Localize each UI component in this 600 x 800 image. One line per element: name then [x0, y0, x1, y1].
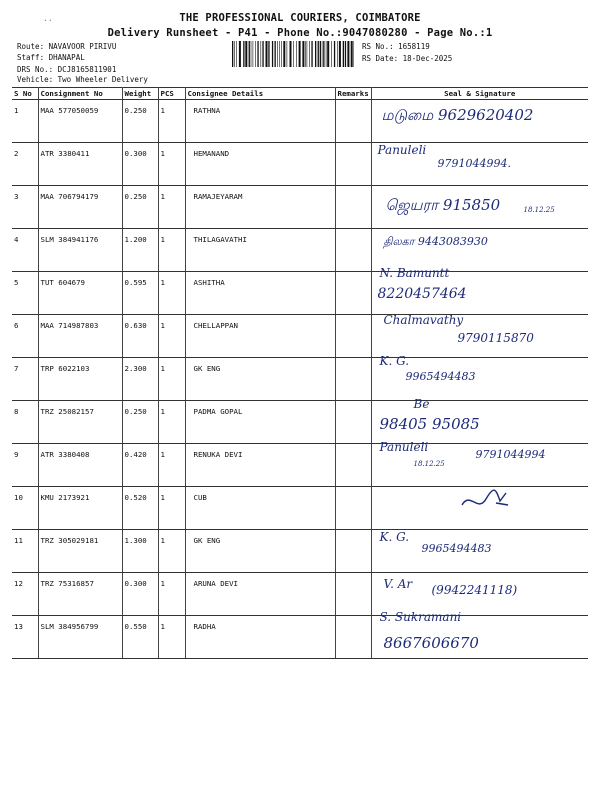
table-row	[12, 530, 588, 573]
signature-cell	[371, 315, 588, 358]
row-sno: 7	[12, 358, 38, 401]
pcs-value: 1	[158, 530, 185, 573]
signature-date: 18.12.25	[413, 460, 445, 468]
pcs-value: 1	[158, 487, 185, 530]
pcs-value: 1	[158, 358, 185, 401]
remarks-cell	[335, 616, 371, 659]
consignee-name: RATHNA	[185, 100, 335, 143]
consignment-number: SLM 384956799	[38, 616, 122, 659]
signature-phone: (9942241118)	[431, 583, 518, 597]
signature-name: S. Sukramani	[379, 610, 462, 624]
row-sno: 1	[12, 100, 38, 143]
weight-value: 0.250	[122, 401, 158, 444]
company-title: THE PROFESSIONAL COURIERS, COIMBATORE	[179, 12, 421, 24]
consignee-name: THILAGAVATHI	[185, 229, 335, 272]
pcs-value: 1	[158, 444, 185, 487]
consignee-name: ARUNA DEVI	[185, 573, 335, 616]
staff-label: Staff: DHANAPAL	[17, 53, 85, 62]
signature-cell	[371, 354, 588, 401]
weight-value: 1.200	[122, 229, 158, 272]
consignment-number: TRP 6022103	[38, 358, 122, 401]
consignee-name: GK ENG	[185, 530, 335, 573]
signature-name: Panuleli	[377, 143, 427, 157]
row-sno: 4	[12, 229, 38, 272]
consignee-name: RADHA	[185, 616, 335, 659]
weight-value: 0.420	[122, 444, 158, 487]
weight-value: 0.630	[122, 315, 158, 358]
signature-name: N. Bamuntt	[379, 266, 450, 280]
pcs-value: 1	[158, 186, 185, 229]
consignee-name: ASHITHA	[185, 272, 335, 315]
signature-name: K. G.	[379, 354, 410, 368]
signature-phone: 9791044994	[475, 448, 546, 461]
vehicle-label: Vehicle: Two Wheeler Delivery	[17, 75, 148, 84]
row-sno: 2	[12, 143, 38, 186]
signature-name: Be	[413, 397, 430, 411]
signature-phone: 9965494483	[421, 542, 492, 555]
remarks-cell	[335, 573, 371, 616]
signature-cell	[371, 440, 588, 487]
consignment-number: ATR 3380411	[38, 143, 122, 186]
signature-cell	[371, 186, 588, 229]
consignment-number: TUT 604679	[38, 272, 122, 315]
remarks-cell	[335, 143, 371, 186]
table-row	[12, 315, 588, 358]
table-row	[12, 444, 588, 487]
table-row	[12, 272, 588, 315]
consignee-name: CHELLAPPAN	[185, 315, 335, 358]
col-sno: S No	[12, 88, 38, 100]
row-sno: 11	[12, 530, 38, 573]
remarks-cell	[335, 444, 371, 487]
remarks-cell	[335, 487, 371, 530]
weight-value: 0.520	[122, 487, 158, 530]
remarks-cell	[335, 401, 371, 444]
pcs-value: 1	[158, 272, 185, 315]
consignment-number: SLM 384941176	[38, 229, 122, 272]
pcs-value: 1	[158, 229, 185, 272]
signature-cell	[371, 487, 588, 530]
row-sno: 9	[12, 444, 38, 487]
col-seal-signature: Seal & Signature	[371, 88, 588, 100]
table-row	[12, 573, 588, 616]
signature-name: Chalmavathy	[383, 313, 464, 327]
table-row	[12, 143, 588, 186]
signature-cell	[371, 397, 588, 444]
signature-name: K. G.	[379, 530, 410, 544]
table-row	[12, 616, 588, 659]
weight-value: 2.300	[122, 358, 158, 401]
barcode	[232, 41, 354, 67]
consignment-number: TRZ 25082157	[38, 401, 122, 444]
drs-label: DRS No.: DCJ8165811901	[17, 65, 117, 74]
signature-cell	[371, 530, 588, 573]
row-sno: 5	[12, 272, 38, 315]
signature-cell	[371, 266, 588, 315]
consignee-name: RAMAJEYARAM	[185, 186, 335, 229]
table-header-row	[12, 88, 588, 100]
runsheet-subtitle: Delivery Runsheet - P41 - Phone No.:9047080280 - Page No.:1	[107, 27, 493, 39]
table-row	[12, 358, 588, 401]
remarks-cell	[335, 229, 371, 272]
row-sno: 12	[12, 573, 38, 616]
col-remarks: Remarks	[335, 88, 371, 100]
row-sno: 10	[12, 487, 38, 530]
consignee-name: RENUKA DEVI	[185, 444, 335, 487]
runsheet-table	[12, 87, 588, 659]
signature-phone: 8667606670	[383, 634, 479, 652]
consignment-number: MAA 706794179	[38, 186, 122, 229]
consignment-number: MAA 714987803	[38, 315, 122, 358]
scan-dots: ..	[43, 14, 53, 23]
signature-scribble	[456, 483, 516, 517]
weight-value: 0.300	[122, 143, 158, 186]
weight-value: 0.550	[122, 616, 158, 659]
signature-cell	[371, 100, 588, 143]
pcs-value: 1	[158, 616, 185, 659]
remarks-cell	[335, 272, 371, 315]
signature-phone: 9965494483	[405, 370, 476, 383]
pcs-value: 1	[158, 573, 185, 616]
signature-phone: மடுமை 9629620402	[381, 106, 534, 124]
pcs-value: 1	[158, 401, 185, 444]
consignment-number: KMU 2173921	[38, 487, 122, 530]
signature-phone: 98405 95085	[379, 415, 480, 433]
signature-phone: 9791044994.	[437, 157, 511, 170]
consignment-number: ATR 3380408	[38, 444, 122, 487]
rs-date: RS Date: 18-Dec-2025	[362, 54, 453, 63]
col-consignment: Consignment No	[38, 88, 122, 100]
table-row	[12, 100, 588, 143]
table-row	[12, 401, 588, 444]
route-label: Route: NAVAVOOR PIRIVU	[17, 42, 117, 51]
consignee-name: CUB	[185, 487, 335, 530]
consignment-number: MAA 577050059	[38, 100, 122, 143]
signature-phone: 8220457464	[377, 286, 467, 302]
row-sno: 13	[12, 616, 38, 659]
row-sno: 3	[12, 186, 38, 229]
signature-phone: 9790115870	[457, 331, 534, 345]
remarks-cell	[335, 100, 371, 143]
row-sno: 8	[12, 401, 38, 444]
remarks-cell	[335, 315, 371, 358]
consignment-number: TRZ 75316857	[38, 573, 122, 616]
signature-date: 18.12.25	[523, 206, 555, 214]
table-row	[12, 186, 588, 229]
signature-name: Panuleli	[379, 440, 429, 454]
pcs-value: 1	[158, 143, 185, 186]
row-sno: 6	[12, 315, 38, 358]
col-consignee: Consignee Details	[185, 88, 335, 100]
remarks-cell	[335, 530, 371, 573]
signature-phone: திலகா 9443083930	[383, 235, 488, 248]
col-weight: Weight	[122, 88, 158, 100]
weight-value: 0.300	[122, 573, 158, 616]
table-row	[12, 229, 588, 272]
consignment-number: TRZ 305029181	[38, 530, 122, 573]
weight-value: 0.250	[122, 186, 158, 229]
signature-phone: ஜெயரா 915850	[385, 196, 501, 214]
col-pcs: PCS	[158, 88, 185, 100]
weight-value: 0.595	[122, 272, 158, 315]
signature-cell	[371, 143, 588, 186]
weight-value: 0.250	[122, 100, 158, 143]
signature-name: V. Ar	[383, 577, 413, 591]
weight-value: 1.300	[122, 530, 158, 573]
pcs-value: 1	[158, 100, 185, 143]
remarks-cell	[335, 186, 371, 229]
pcs-value: 1	[158, 315, 185, 358]
signature-cell	[371, 610, 588, 659]
rs-number: RS No.: 1658119	[362, 42, 430, 51]
remarks-cell	[335, 358, 371, 401]
consignee-name: GK ENG	[185, 358, 335, 401]
consignee-name: HEMANAND	[185, 143, 335, 186]
consignee-name: PADMA GOPAL	[185, 401, 335, 444]
table-row	[12, 487, 588, 530]
